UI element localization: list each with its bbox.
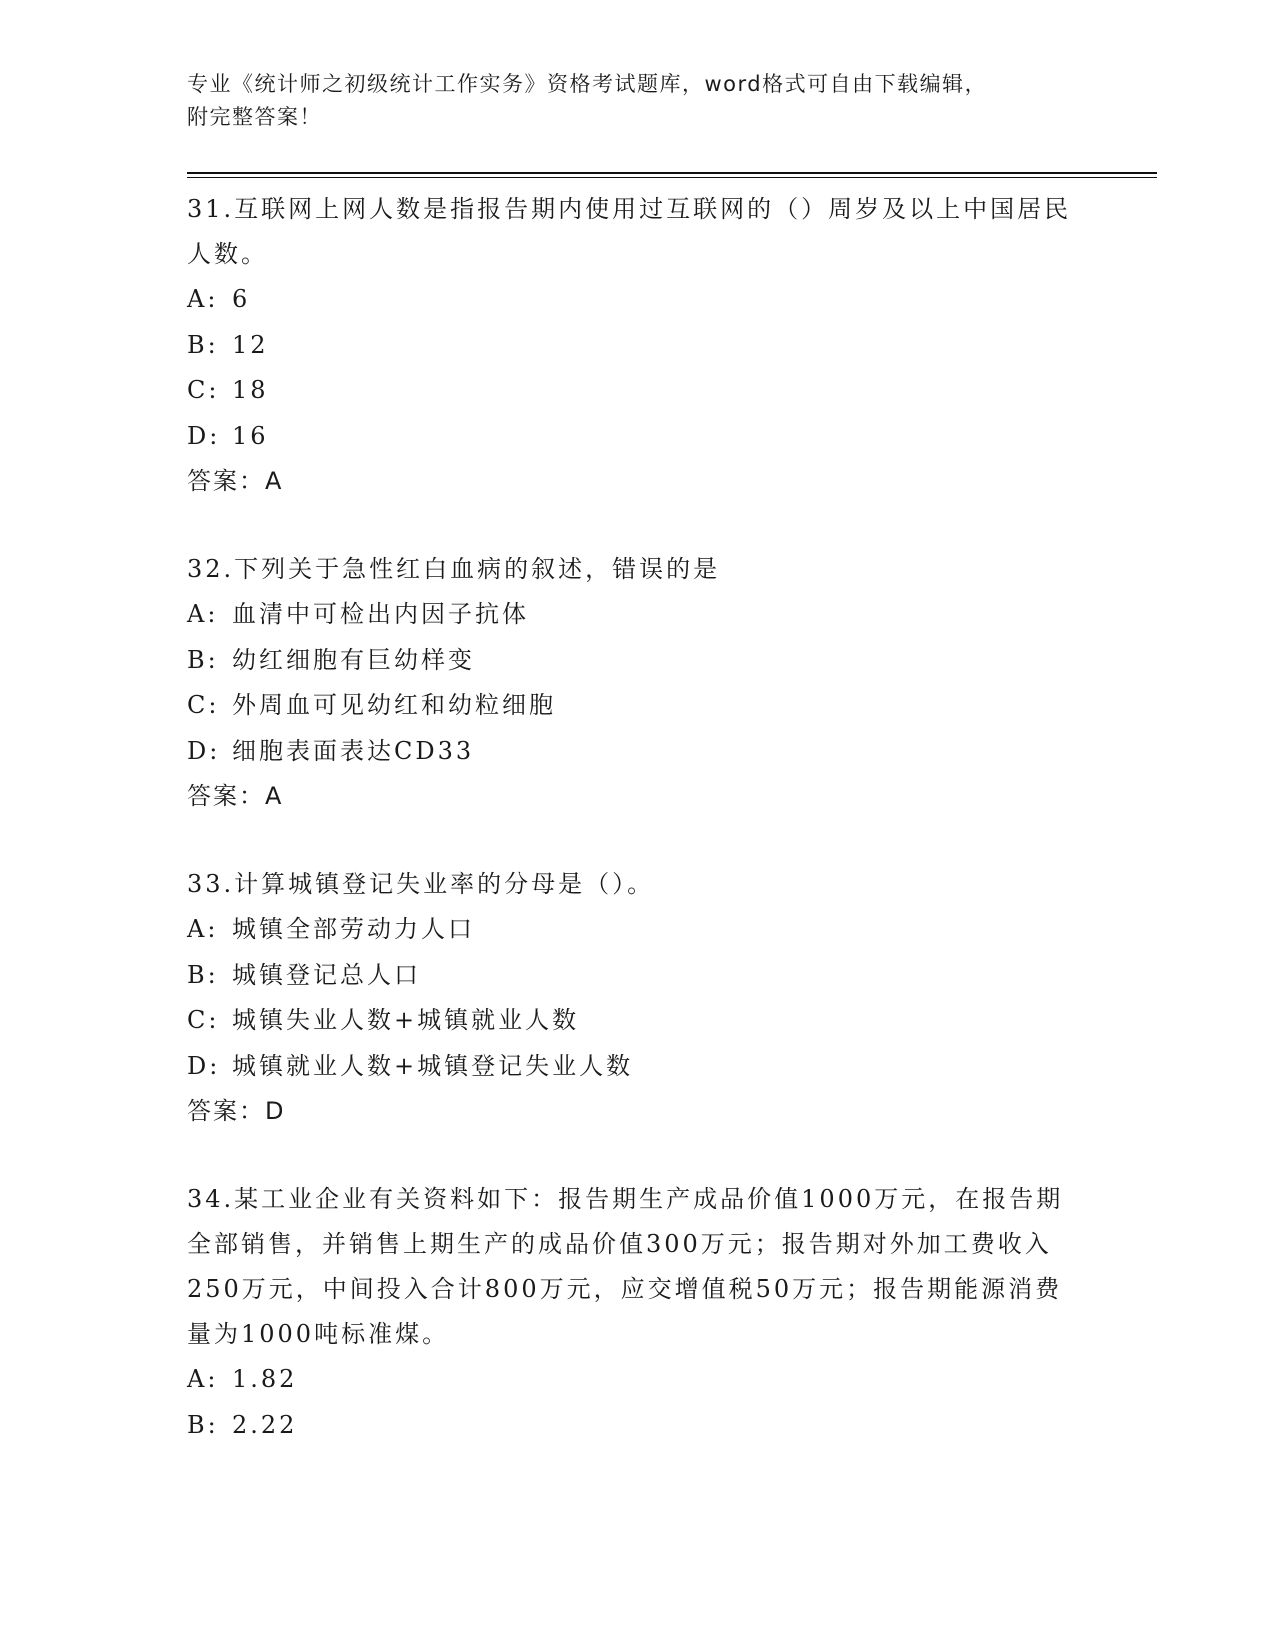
option-key: A: <box>187 915 219 943</box>
header-divider <box>187 172 1157 178</box>
option-a <box>187 1357 1157 1403</box>
option-d <box>187 1044 1157 1090</box>
option-b <box>187 953 1157 999</box>
option-a <box>187 907 1157 953</box>
option-text: 16 <box>232 421 269 450</box>
answer: 答案：A <box>187 782 284 810</box>
option-text: 城镇失业人数+城镇就业人数 <box>232 1006 580 1034</box>
question-31 <box>187 187 1157 503</box>
option-text: 城镇登记总人口 <box>232 960 421 989</box>
option-b <box>187 638 1157 684</box>
option-key: C: <box>187 691 220 719</box>
option-text: 幼红细胞有巨幼样变 <box>232 645 475 674</box>
option-a <box>187 277 1157 323</box>
option-b <box>187 323 1157 369</box>
option-key: A: <box>187 600 219 628</box>
answer: 答案：D <box>187 1097 286 1125</box>
option-key: B: <box>187 1410 219 1439</box>
question-stem: 33.计算城镇登记失业率的分母是（）。 <box>187 870 655 898</box>
option-key: A: <box>187 1365 219 1393</box>
option-key: B: <box>187 330 219 359</box>
option-key: B: <box>187 960 219 989</box>
question-stem: 34.某工业企业有关资料如下：报告期生产成品价值1000万元，在报告期全部销售，并销售上期生产的成品价值300万元；报告期对外加工费收入250万元，中间投入合计800万元，应交增值税50万元；报告期能源消费量为1000吨标准煤。 <box>187 1185 1064 1348</box>
answer: 答案：A <box>187 467 284 495</box>
document-header <box>187 68 1067 134</box>
header-line-2: 附完整答案！ <box>187 105 322 129</box>
question-34 <box>187 1177 1157 1448</box>
option-d <box>187 414 1157 460</box>
option-d <box>187 729 1157 775</box>
option-text: 6 <box>232 285 251 313</box>
option-key: B: <box>187 645 219 674</box>
option-key: D: <box>187 421 221 450</box>
option-c <box>187 368 1157 414</box>
option-key: D: <box>187 736 221 765</box>
option-c <box>187 683 1157 729</box>
option-text: 外周血可见幼红和幼粒细胞 <box>232 691 556 719</box>
question-32 <box>187 547 1157 818</box>
option-a <box>187 592 1157 638</box>
option-c <box>187 998 1157 1044</box>
option-key: C: <box>187 1006 220 1034</box>
option-b <box>187 1403 1157 1449</box>
option-text: 2.22 <box>232 1410 298 1439</box>
question-stem: 32.下列关于急性红白血病的叙述，错误的是 <box>187 555 721 583</box>
option-text: 城镇全部劳动力人口 <box>232 915 475 943</box>
option-key: D: <box>187 1051 221 1080</box>
option-text: 1.82 <box>232 1365 298 1393</box>
option-key: A: <box>187 285 219 313</box>
document-page <box>187 68 1157 1448</box>
option-text: 血清中可检出内因子抗体 <box>232 600 529 628</box>
option-text: 18 <box>232 376 269 404</box>
header-line-1: 专业《统计师之初级统计工作实务》资格考试题库，word格式可自由下载编辑， <box>187 72 988 96</box>
option-text: 城镇就业人数+城镇登记失业人数 <box>232 1051 634 1080</box>
option-text: 12 <box>232 330 269 359</box>
option-key: C: <box>187 376 220 404</box>
question-stem: 31.互联网上网人数是指报告期内使用过互联网的（）周岁及以上中国居民人数。 <box>187 195 1072 268</box>
option-text: 细胞表面表达CD33 <box>232 736 475 765</box>
question-33 <box>187 862 1157 1133</box>
